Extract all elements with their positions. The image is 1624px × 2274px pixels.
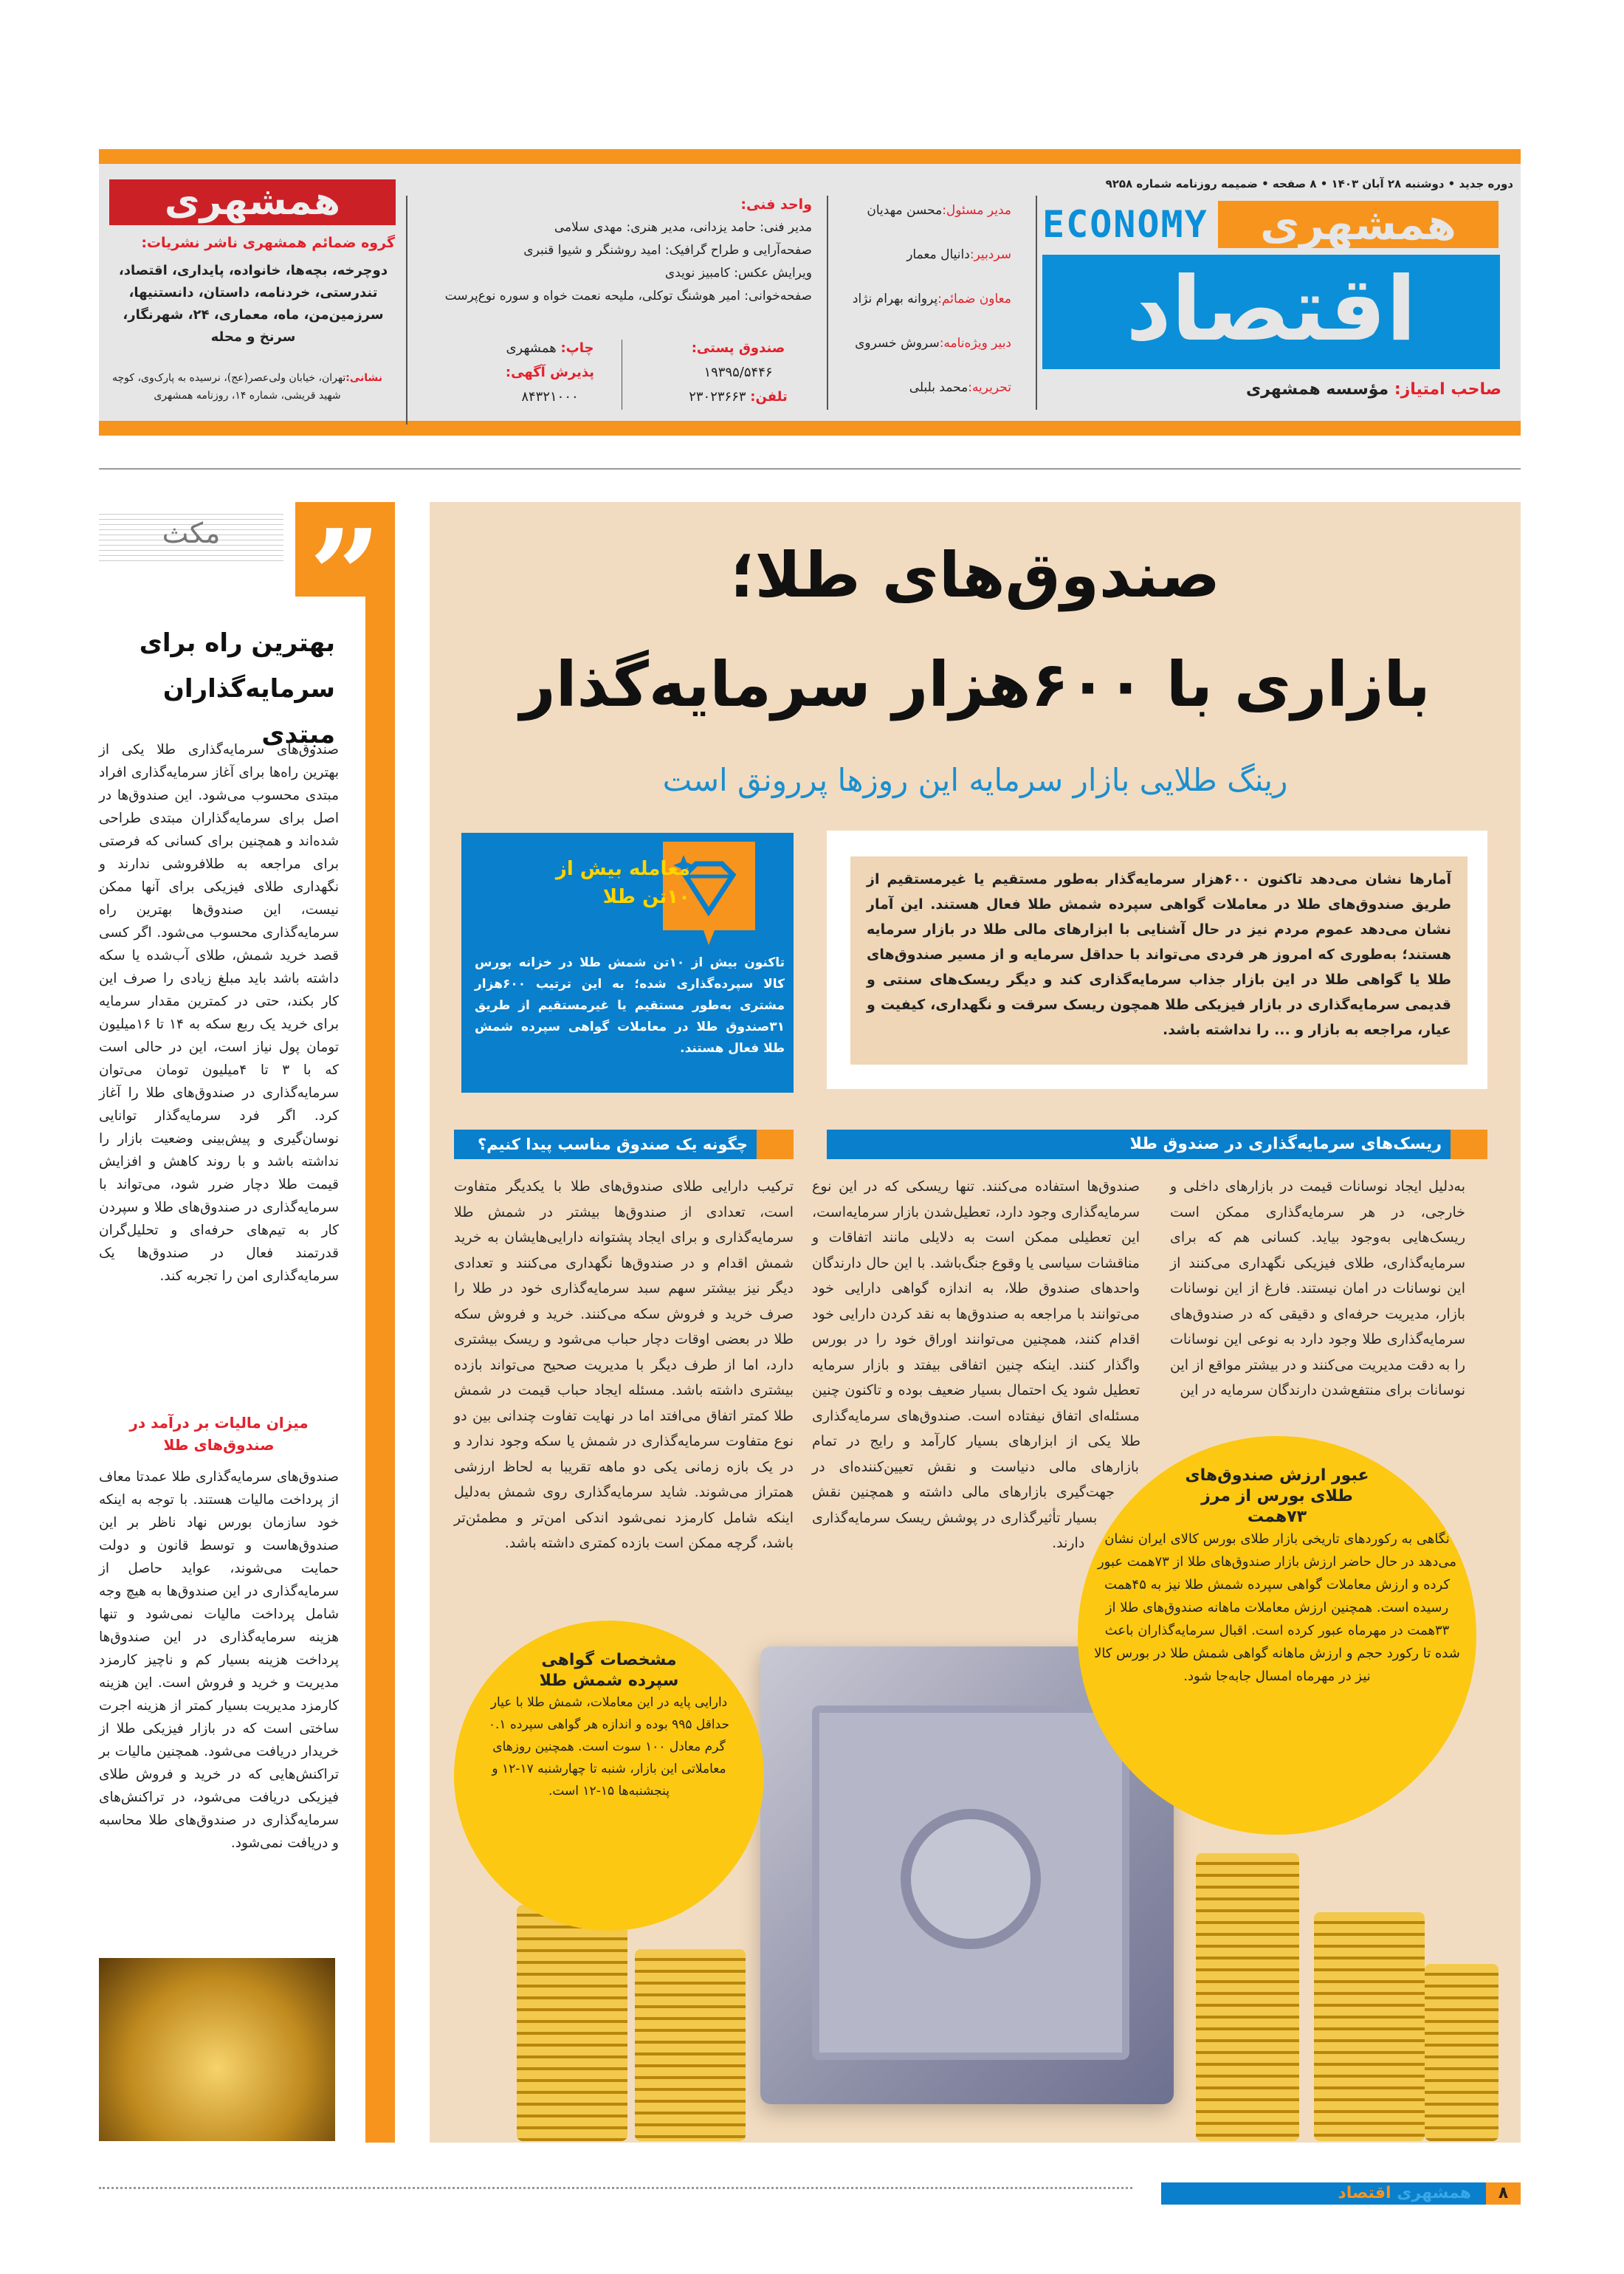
safe-dial-icon: [901, 1809, 1041, 1949]
divider: [406, 196, 407, 425]
header-top-bar: [99, 149, 1521, 164]
stat-box-body: تاکنون بیش از ۱۰تن شمش طلا در خزانه بورس کالا سپرده‌گذاری شده؛ به این ترتیب ۶۰۰هزار مشتری به‌طور مستقیم یا غیرمستقیم از طریق ۳۱صندوق طلا در معاملات گواهی سپرده شمش طلا فعال هستند.: [475, 955, 785, 1056]
address-label: نشانی:: [345, 372, 382, 384]
section-header-how: [454, 1130, 794, 1159]
stat-box-title: معامله بیش از ۱۰تن طلا: [555, 858, 690, 908]
owner-line: [1246, 380, 1501, 399]
group-title: گروه ضمائم همشهری ناشر نشریات:: [141, 235, 395, 251]
issue-line: دوره جدید • دوشنبه ۲۸ آبان ۱۴۰۳ • ۸ صفحه • ضمیمه روزنامه شماره ۹۲۵۸: [1105, 177, 1513, 190]
headline-1: صندوق‌های طلا؛: [730, 539, 1220, 611]
risk-column-2: صندوق‌ها استفاده می‌کنند. تنها ریسکی که در این نوع سرمایه‌گذاری وجود دارد، تعطیل‌شدن بازار سرمایه‌است، این تعطیلی ممکن است به دلایلی مانند اتفاقات و مناقشات سیاسی یا وقوع جنگ‌باشد. با این حال دارندگان واحدهای صندوق طلا، به اندازه گواهی دارایی خود می‌توانند با مراجعه به صندوق‌ها به نقد کردن دارایی خود اقدام کنند، همچنین می‌توانند اوراق خود را در بورس واگذار کنند. اینکه چنین اتفاقی بیفتد و بازار سرمایه تعطیل شود یک احتمال بسیار ضعیف بوده و تاکنون چنین مسئله‌ای اتفاق نیفتاده است. صندوق‌های سرمایه‌گذاری طلا یکی از ابزارهای بسیار کارآمد و رایج در تمام بازارهای مالی دنیاست و نقش تعیین‌کننده‌ای در جهت‌گیری بازارهای مالی داشته و همچنین نقش بسیار تأثیرگذاری در پوشش ریسک سرمایه‌گذاری دارند.: [812, 1178, 1140, 1551]
po-box-label: صندوق پستی:: [691, 340, 785, 356]
staff-row: [853, 233, 1011, 277]
lead-text: آمارها نشان می‌دهد تاکنون ۶۰۰هزار سرمایه‌گذار به‌طور مستقیم یا غیرمستقیم از طریق صندوق‌های طلا در معاملات گواهی سپرده شمش طلا فعال هستند. این آمار نشان می‌دهد عموم مردم نیز در حال آشنایی با ابزارهای مالی طلا در بازار سرمایه هستند؛ به‌طوری که امروز هر فردی می‌تواند با حداقل سرمایه و از مسیر صندوق‌های طلا یا گواهی طلا در این بازار جذاب سرمایه‌گذاری کند و دیگر ریسک‌های سنتی و قدیمی سرمایه‌گذاری در بازار فیزیکی طلا همچون ریسک سرقت و نگهداری، کیفیت و عیار، مراجعه به بازار و ... را نداشته باشد.: [850, 856, 1468, 1065]
name: سروش خسروی: [855, 336, 940, 351]
section-header-risk: [827, 1130, 1487, 1159]
coin-stack: [1425, 1964, 1499, 2141]
circle-title: مشخصات گواهی سپرده شمش طلا: [539, 1651, 679, 1690]
coin-stack: [635, 1949, 746, 2141]
owner-value: مؤسسه همشهری: [1245, 380, 1389, 399]
coin-stack: [517, 1905, 627, 2141]
role: سردبیر:: [969, 247, 1011, 262]
how-column: ترکیب دارایی طلای صندوق‌های طلا با یکدیگر متفاوت است، تعدادی از صندوق‌ها بیشتر در شمش طلا سرمایه‌گذاری و برای ایجاد پشتوانه دارایی‌هایشان به خرید شمش اقدام و در صندوق‌ها نگهداری می‌کنند و تعدادی دیگر نیز بیشتر سهم سبد سرمایه‌گذاری خود در طلا را صرف خرید و فروش سکه می‌کنند. خرید و فروش سکه طلا در بعضی اوقات دچار حباب می‌شود و ریسک بیشتری دارد، اما از طرف دیگر با مدیریت صحیح می‌تواند بازده بیشتری داشته باشد. مسئله ایجاد حباب قیمت در شمش طلا کمتر اتفاق می‌افتد اما در نهایت تفاوت چندانی بین دو نوع متفاوت سرمایه‌گذاری در شمش یا سکه وجود ندارد و در یک بازه زمانی یکی دو ماهه تقریبا به لحاظ ارزشی همتراز می‌شوند. شاید سرمایه‌گذاری روی شمش به‌دلیل اینکه شامل کارمزد نمی‌شود اندکی امن‌تر و مطمئن‌تر باشد، گرچه ممکن است بازده کمتری داشته باشد.: [454, 1178, 794, 1551]
staff-row: [853, 321, 1011, 365]
staff-row: [853, 365, 1011, 410]
sidebar-label: مکث: [99, 509, 283, 561]
tech-line: صفحه‌خوانی: امیر هوشنگ توکلی، ملیحه نعمت خواه و سوره نوع‌پرست: [444, 289, 812, 303]
page-divider: [99, 468, 1521, 470]
ads-phone: ۸۴۳۲۱۰۰۰: [521, 389, 579, 405]
role: تحریریه:: [968, 380, 1011, 395]
tech-line: صفحه‌آرایی و طراح گرافیک: امید روشنگر و شیوا قنبری: [523, 243, 812, 258]
headline-2: بازاری با ۶۰۰هزار سرمایه‌گذار: [520, 648, 1431, 721]
tech-unit: [445, 193, 812, 308]
page-number: ۸: [1486, 2182, 1521, 2205]
contact-block: [679, 336, 797, 409]
role: مدیر مسئول:: [942, 203, 1011, 218]
logo-economy: ECONOMY: [1042, 203, 1208, 246]
divider: [827, 196, 828, 410]
risk-column-1: به‌دلیل ایجاد نوسانات قیمت در بازارهای داخلی و خارجی، در هر سرمایه‌گذاری ممکن است ریسک‌هایی به‌وجود بیاید. کسانی هم که برای سرمایه‌گذاری، طلای فیزیکی نگهداری می‌کنند از این نوسانات در امان نیستند. فارغ از این نوسانات بازار، مدیریت حرفه‌ای و دقیقی که در صندوق‌های سرمایه‌گذاری طلا وجود دارد به نوعی این نوسانات را به دقت مدیریت می‌کنند و در بیشتر مواقع از این نوسانات برای منتفع‌شدن دارندگان سرمایه در این: [1170, 1178, 1465, 1398]
section-title: چگونه یک صندوق مناسب پیدا کنیم؟: [477, 1136, 748, 1153]
tech-title: واحد فنی:: [740, 196, 812, 213]
info-circle-record: [1078, 1436, 1476, 1835]
logo-eqtesad: اقتصاد: [1042, 255, 1500, 369]
address-value: تهران، خیابان ولی‌عصر(عج)، نرسیده به پارک‌وی، کوچه شهید قریشی، شماره ۱۴، روزنامه همشهری: [112, 372, 346, 402]
phone: ۲۳۰۲۳۶۶۳: [689, 389, 746, 405]
circle-title: عبور ارزش صندوق‌های طلای بورس از مرز ۷۳همت: [1185, 1466, 1369, 1526]
subtitle: رینگ طلایی بازار سرمایه این روزها پررونق است: [662, 762, 1288, 798]
header-bottom-bar: [99, 421, 1521, 436]
name: محسن مهدیان: [867, 203, 943, 218]
name: دانیال معمار: [906, 247, 970, 262]
staff-row: [853, 277, 1011, 321]
logo-hamshahri: همشهری: [1218, 201, 1499, 248]
owner-label: صاحب امتیاز:: [1394, 380, 1501, 399]
print-label: چاپ:: [560, 340, 594, 356]
name: پروانه بهرام نژاد: [852, 292, 938, 306]
gold-cart-photo: [99, 1958, 335, 2141]
footer-rule: [99, 2187, 1132, 2189]
ads-label: پذیرش آگهی:: [505, 365, 595, 380]
stat-box: [461, 833, 794, 1093]
staff-row: [853, 188, 1011, 233]
name: محمد بلبلی: [909, 380, 968, 395]
footer-logo-eqtesad: اقتصاد: [1338, 2184, 1391, 2202]
quote-icon: ”: [295, 502, 395, 597]
section-title: ریسک‌های سرمایه‌گذاری در صندوق طلا: [1129, 1135, 1442, 1153]
po-box: ۱۹۳۹۵/۵۴۴۶: [703, 365, 773, 380]
tech-line: مدیر فنی: حامد یزدانی، مدیر هنری: مهدی سلامی: [554, 220, 812, 235]
group-list: دوچرخه، بچه‌ها، خانواده، پایداری، اقتصاد، تندرستی، خردنامه، داستان، دانستنیها، سرزمین‌من، ماه، معماری، ۲۴، شهرنگار، سرنخ و محله: [118, 263, 388, 345]
sidebar-body-1: صندوق‌های سرمایه‌گذاری طلا یکی از بهترین راه‌ها برای آغاز سرمایه‌گذاری افراد مبتدی محسوب می‌شود. این صندوق‌ها در اصل برای سرمایه‌گذاران مبتدی طراحی شده‌اند و همچنین برای کسانی که فرصتی برای مراجعه به طلافروشی ندارند و نگهداری طلای فیزیکی برای آنها ممکن نیست، این صندوق‌ها بهترین راه سرمایه‌گذاری محسوب می‌شود. اگر کسی قصد خرید شمش، طلای آب‌شده یا سکه داشته باشد باید مبلغ زیادی را صرف این کار بکند، حتی در کمترین مقدار سرمایه برای خرید یک ربع سکه به ۱۴ تا ۱۶میلیون تومان پول نیاز است، این در حالی است که با ۳ تا ۴میلیون تومان می‌توان سرمایه‌گذاری در صندوق‌های طلا را آغاز کرد. اگر فرد سرمایه‌گذار توانایی نوسان‌گیری و پیش‌بینی وضعیت بازار را نداشته باشد و با روند کاهش و افزایش قیمت طلا دچار ضرر شود، می‌تواند با سرمایه‌گذاری در صندوق‌های طلا و سپردن کار به تیم‌های حرفه‌ای و تحلیل‌گران قدرتمند فعال در صندوق‌ها یک سرمایه‌گذاری امن را تجربه کند.: [99, 742, 339, 1284]
role: دبیر ویژه‌نامه:: [939, 336, 1011, 351]
coin-stack: [1196, 1853, 1299, 2141]
staff-list: [853, 188, 1011, 410]
circle-body: نگاهی به رکوردهای تاریخی بازار طلای بورس کالای ایران نشان می‌دهد در حال حاضر ارزش بازار صندوق‌های طلا از ۷۳همت عبور کرده و ارزش معاملات گواهی سپرده شمش طلا نیز به ۴۵همت رسیده است. همچنین ارزش معاملات ماهانه صندوق‌های طلا از ۳۳همت در مهرماه عبور کرده است. اقبال سرمایه‌گذاران باعث شده تا رکورد حجم و ارزش ماهانه گواهی شمش طلا در بورس کالا نیز در مهرماه امسال جابه‌جا شود.: [1094, 1531, 1460, 1684]
print-ads-block: [498, 336, 602, 409]
footer-logo: [1161, 2182, 1486, 2205]
address: [111, 369, 384, 405]
group-logo: همشهری: [109, 179, 396, 225]
tech-line: ویرایش عکس: کامبیز نویدی: [664, 266, 812, 281]
footer-logo-hamshahri: همشهری: [1397, 2184, 1471, 2202]
safe-door: [812, 1706, 1129, 2060]
sidebar-accent-bar: [365, 502, 395, 2143]
sidebar-body-2: صندوق‌های سرمایه‌گذاری طلا عمدتا معاف از پرداخت مالیات هستند. با توجه به اینکه خود سازمان بورس نهاد ناظر بر این صندوق‌هاست و توسط قانون و دولت حمایت می‌شوند، عواید حاصل از سرمایه‌گذاری در این صندوق‌ها به هیچ وجه شامل پرداخت مالیات نمی‌شود و تنها هزینه سرمایه‌گذاری در این صندوق‌ها پرداخت هزینه بسیار کم و ناچیز کارمزد مدیریت و خرید و فروش است. این هزینه کارمزد مدیریت بسیار کمتر از هزینه اجرت ساختی است که در بازار فیزیکی طلا از خریدار دریافت می‌شود. همچنین مالیات بر تراکنش‌هایی که در خرید و فروش طلای فیزیکی دریافت می‌شود، در تراکنش‌های سرمایه‌گذاری در صندوق‌های طلا محاسبه و دریافت نمی‌شود.: [99, 1469, 339, 1851]
phone-label: تلفن:: [750, 389, 788, 405]
sidebar-subhead: میزان مالیات بر درآمد در صندوق‌های طلا: [129, 1414, 309, 1454]
info-circle-specs: [454, 1621, 764, 1931]
coin-stack: [1314, 1912, 1425, 2141]
print-value: همشهری: [506, 340, 557, 356]
section-marker: [1451, 1130, 1487, 1159]
divider: [1036, 196, 1037, 410]
section-marker: [757, 1130, 794, 1159]
sidebar-title: بهترین راه برای سرمایه‌گذاران مبتدی: [139, 628, 335, 749]
circle-body: دارایی پایه در این معاملات، شمش طلا با عیار حداقل ۹۹۵ بوده و اندازه هر گواهی سپرده ۰.۱ گرم معادل ۱۰۰ سوت است. همچنین روزهای معاملاتی این بازار، شنبه تا چهارشنبه ۱۷-۱۲ و پنجشنبه‌ها ۱۵-۱۲ است.: [488, 1695, 730, 1799]
role: معاون ضمائم:: [937, 292, 1011, 306]
